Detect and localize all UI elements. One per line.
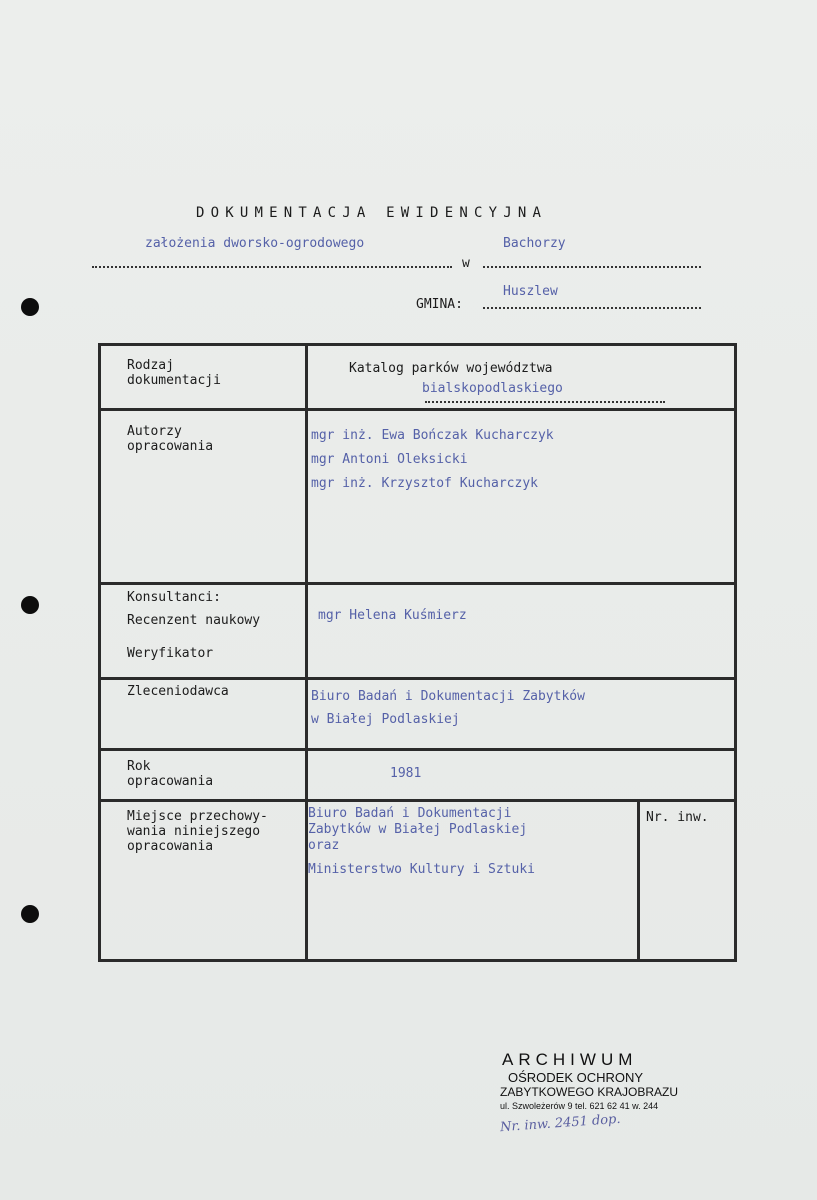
rodzaj-value: Katalog parków województwa — [349, 361, 553, 376]
nr-inw-label: Nr. inw. — [646, 810, 709, 825]
zleceniodawca-label: Zleceniodawca — [127, 684, 229, 699]
dotted-line — [425, 401, 665, 403]
row-divider — [100, 582, 737, 585]
recenzent-value: mgr Helena Kuśmierz — [318, 608, 467, 623]
rok-label: Rok opracowania — [127, 759, 214, 789]
miejsce-values: Biuro Badań i Dokumentacji Zabytków w Białej Podlaskiej oraz Ministerstwo Kultury i Sztuki — [308, 806, 535, 877]
row-divider — [100, 677, 737, 680]
handwritten-inventory-note: Nr. inw. 2451 dop. — [499, 1111, 622, 1136]
zleceniodawca-value: Biuro Badań i Dokumentacji Zabytków w Białej Podlaskiej — [311, 689, 585, 727]
row-divider — [100, 748, 737, 751]
document-title: DOKUMENTACJA EWIDENCYJNA — [196, 205, 548, 221]
dotted-line — [483, 266, 701, 268]
miejsce-label: Miejsce przechowy- wania niniejszego opracowania — [127, 809, 268, 854]
autorzy-label: Autorzy opracowania — [127, 424, 214, 454]
subject-text: założenia dworsko-ogrodowego — [145, 236, 365, 251]
punch-hole — [21, 905, 39, 923]
gmina-label: GMINA: — [416, 297, 463, 312]
dotted-line — [483, 307, 701, 309]
place-text: Bachorzy — [503, 236, 566, 251]
weryfikator-label: Weryfikator — [127, 646, 214, 661]
recenzent-label: Recenzent naukowy — [127, 613, 261, 628]
punch-hole — [21, 596, 39, 614]
row-divider — [100, 408, 737, 411]
w-label: w — [462, 256, 470, 271]
column-divider — [637, 801, 640, 960]
konsultanci-label: Konsultanci: — [127, 590, 221, 605]
dotted-line — [92, 266, 452, 268]
rok-value: 1981 — [390, 766, 422, 781]
gmina-value: Huszlew — [503, 284, 558, 299]
row-divider — [100, 799, 737, 802]
archive-stamp: ARCHIWUM OŚRODEK OCHRONY ZABYTKOWEGO KRAJOBRAZU ul. Szwoleżerów 9 tel. 621 62 41 w. 244 — [500, 1050, 679, 1111]
rodzaj-value-typed: bialskopodlaskiego — [422, 381, 563, 396]
punch-hole — [21, 298, 39, 316]
rodzaj-label: Rodzaj dokumentacji — [127, 358, 221, 388]
autorzy-values: mgr inż. Ewa Bończak Kucharczyk mgr Antoni Oleksicki mgr inż. Krzysztof Kucharczyk — [311, 428, 554, 491]
